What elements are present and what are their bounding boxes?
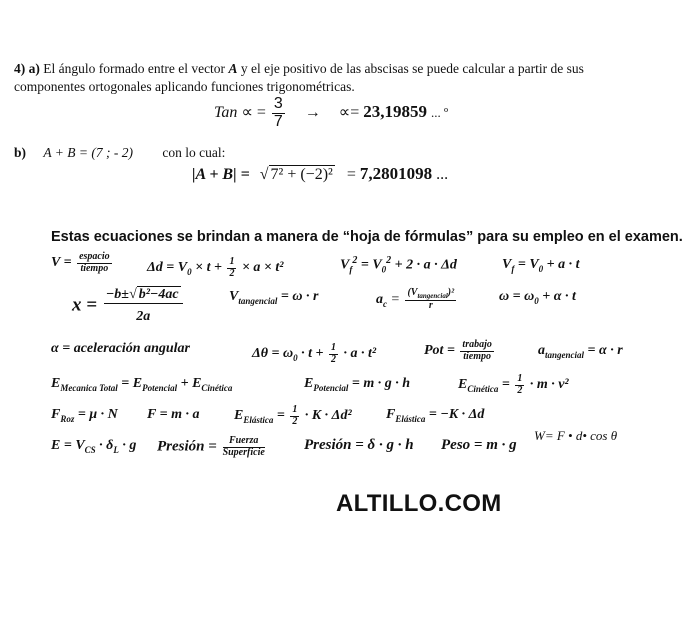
alpha-result-value: 23,19859 — [363, 101, 427, 121]
pressure-force-formula: Presión = $\frac{\text{Fuerza}}{\text{Superficie}}$ — [157, 435, 265, 458]
weight-formula: Peso = m · g — [441, 437, 517, 453]
velocity-formula: V = $\frac{\text{espacio}}{\text{tiempo}}$ — [51, 251, 110, 274]
angular-accel-def: α = aceleración angular — [51, 341, 191, 356]
part-a-line2: componentes ortogonales aplicando funciones trigonométricas. — [14, 79, 355, 94]
quadratic-formula: x = $\frac{\text{−b±√ b²−4ac}}{2a}$ — [72, 288, 185, 324]
modulus-eq: = — [346, 166, 356, 183]
part-a-label: a) — [28, 61, 40, 76]
vector-a: A — [228, 61, 238, 76]
modulus-value: 7,2801098 — [359, 164, 433, 183]
alpha-eq: ∝ = — [241, 103, 266, 121]
watermark: ALTILLO.COM — [336, 490, 502, 517]
alpha-result-lhs: ∝= — [338, 103, 360, 121]
part-a-text-1: El ángulo formado entre el vector — [43, 61, 226, 76]
angle-formula: $\Delta\theta = \omega_0 \cdot t$ + $\frac{1}{2}$ · a · t² — [252, 342, 377, 365]
formula-sheet-heading: Estas ecuaciones se brindan a manera de “hoja de fórmulas” para su empleo en el examen. — [51, 229, 683, 245]
tan-label: Tan — [214, 103, 238, 121]
elastic-energy-formula: $E_{Elástica}$ = $\frac{1}{2}$ · K · Δd² — [234, 404, 352, 427]
part-b-tail: con lo cual: — [162, 145, 226, 160]
tan-equation — [214, 96, 448, 131]
modulus-equation: |A + B| = √ 7² + (−2)² = 7,2801098 ... — [192, 164, 449, 183]
alpha-result-tail: ... º — [431, 104, 449, 120]
part-a-line1 — [14, 60, 670, 78]
tangential-accel-formula: $a_{tangencial} = \alpha \cdot r$ — [538, 343, 623, 360]
potential-energy-formula: $E_{Potencial} = m \cdot g \cdot h$ — [304, 376, 410, 393]
part-b-label: b) — [14, 145, 27, 160]
part-a-text-2: y el eje positivo de las abscisas se puede calcular a partir de sus — [240, 61, 584, 76]
kinetic-energy-formula: $E_{Cinética}$ = $\frac{1}{2}$ · m · v² — [458, 373, 569, 396]
power-formula: Pot = $\frac{\text{trabajo}}{\text{tiempo}}$ — [424, 339, 492, 362]
arrow: → — [304, 103, 321, 121]
newton-second-law: F = m · a — [147, 407, 200, 422]
mechanical-energy-formula: $E_{Mecanica Total} = E_{Potencial} + E_{Cinética}$ — [51, 376, 233, 393]
tan-fraction — [272, 96, 285, 131]
problem-number: 4) — [14, 61, 26, 76]
part-b-expression: A + B = (7 ; - 2) — [43, 145, 133, 160]
modulus-lhs: |A + B| = — [192, 166, 250, 183]
friction-formula: $F_{Roz} = \mu \cdot N$ — [51, 407, 118, 424]
angular-velocity-formula: $\omega = \omega_0 + \alpha \cdot t$ — [499, 289, 576, 306]
centripetal-accel-formula: $a_c$ = $\frac{(V_{tangencial})^2}{r}$ — [376, 287, 455, 312]
energy-vcs-formula: $E = V_{CS} \cdot \delta_L \cdot g$ — [51, 438, 137, 455]
part-b-line — [14, 144, 225, 162]
modulus-tail: ... — [436, 166, 449, 183]
modulus-sqrt: 7² + (−2)² — [270, 166, 333, 183]
tan-denominator: 7 — [273, 112, 283, 130]
tangential-velocity-formula: $V_{tangencial} = \omega \cdot r$ — [229, 289, 319, 306]
hydrostatic-pressure-formula: Presión = δ · g · h — [304, 437, 414, 453]
displacement-formula: $\Delta d = V_0 \times t$ + $\frac{1}{2}$ × a × t² — [147, 256, 284, 279]
vf-squared-formula: $V_f^2 = V_0^2 + 2 \cdot a \cdot \Delta d$ — [340, 255, 457, 275]
vf-formula: $V_f = V_0 + a \cdot t$ — [502, 257, 580, 274]
work-formula: W= F • d• cos θ — [534, 428, 618, 443]
elastic-force-formula: $F_{Elástica} = -K \cdot \Delta d$ — [386, 407, 485, 424]
tan-numerator: 3 — [273, 95, 283, 112]
